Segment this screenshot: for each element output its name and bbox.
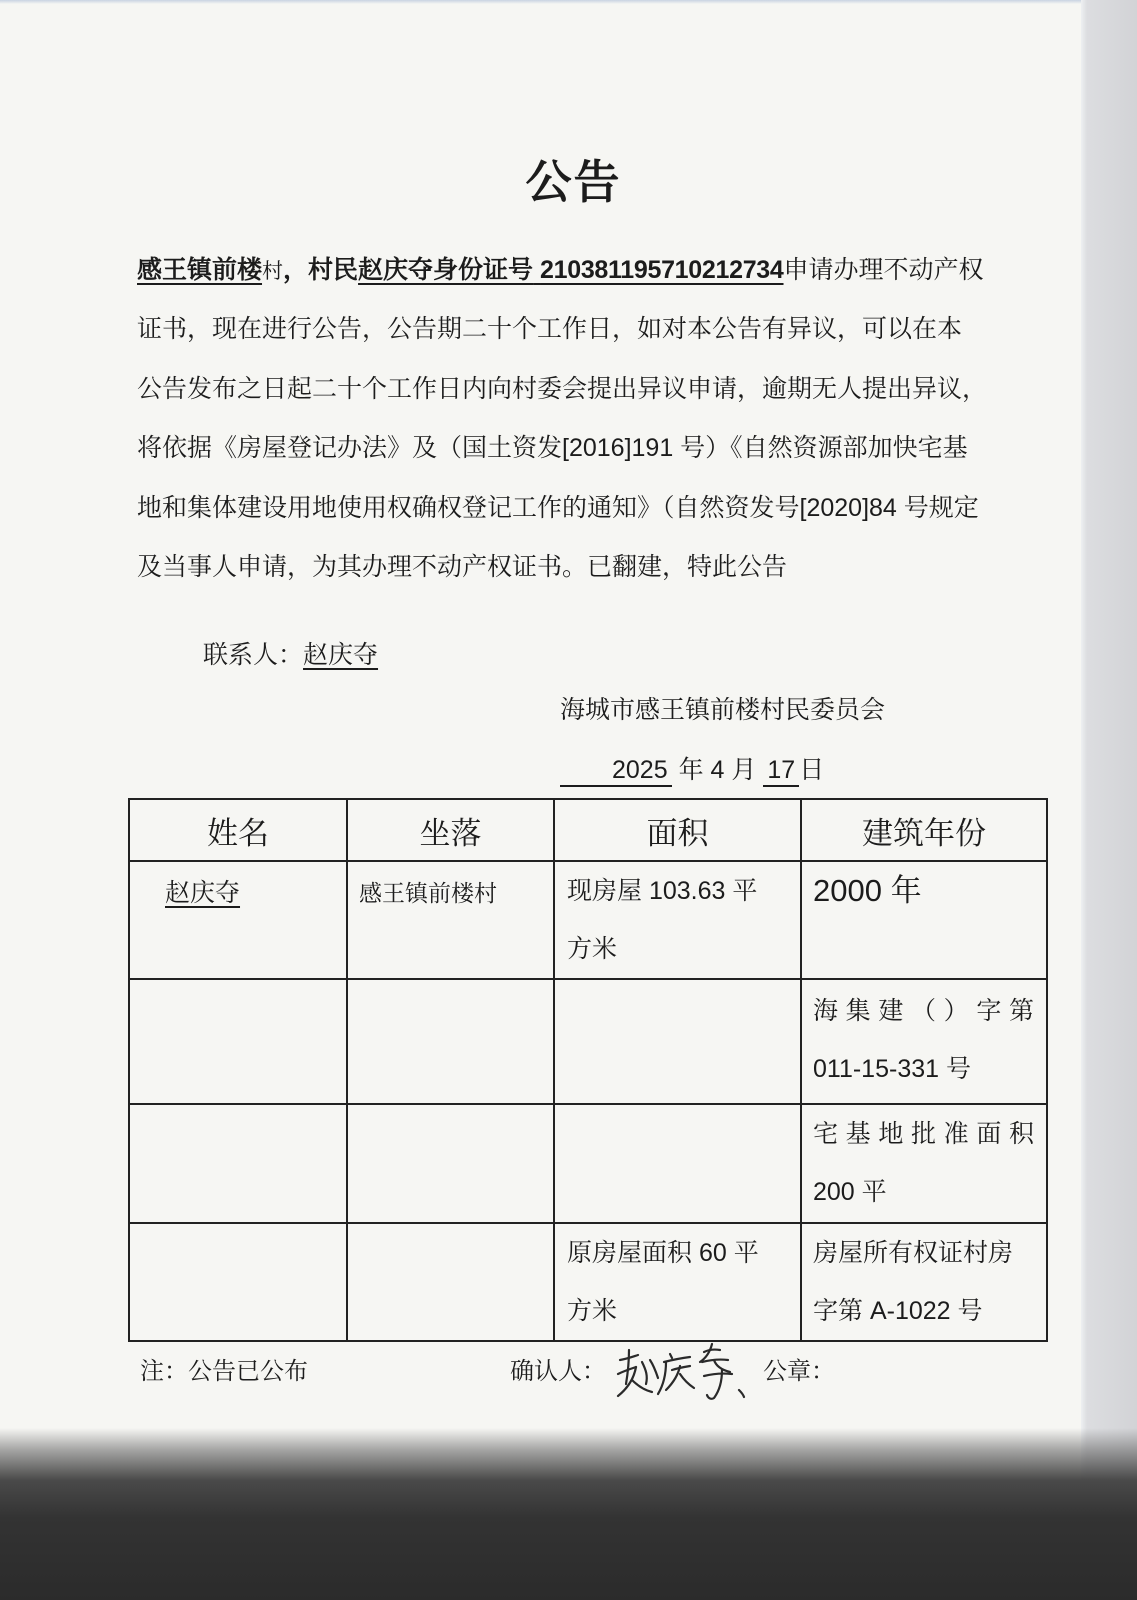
scanner-shadow	[0, 1428, 1137, 1600]
cell-year	[801, 1223, 1047, 1341]
villager-label: 村民	[308, 256, 359, 284]
date-day: 17	[763, 755, 799, 787]
contact-line	[203, 637, 378, 673]
year-line: 200 平	[813, 1178, 887, 1206]
owner-name: 赵庆夺	[165, 879, 241, 907]
header-name: 姓名	[129, 799, 347, 861]
issue-date	[560, 752, 824, 788]
cell-location	[347, 1223, 554, 1341]
year-line: 字第 A-1022 号	[813, 1297, 983, 1325]
year-line: 海集建（）字第	[813, 997, 1035, 1025]
header-location: 坐落	[347, 799, 554, 861]
area-line: 方米	[567, 935, 618, 963]
date-year: 2025	[560, 755, 672, 787]
year-line: 011-15-331 号	[813, 1055, 971, 1083]
cell-name	[129, 861, 347, 979]
id-phrase	[358, 256, 783, 284]
area-line: 原房屋面积 60 平	[567, 1239, 759, 1267]
paper-top-edge	[0, 0, 1081, 4]
cell-area	[554, 979, 801, 1104]
cell-year	[801, 979, 1047, 1104]
contact-name: 赵庆夺	[303, 641, 379, 669]
notice-line-1	[137, 241, 1021, 300]
notice-line-2: 证书，现在进行公告，公告期二十个工作日，如对本公告有异议，可以在本	[137, 315, 963, 344]
handwritten-signature	[612, 1340, 762, 1402]
header-area: 面积	[554, 799, 801, 861]
cell-location	[347, 861, 554, 979]
year-line: 宅基地批准面积	[813, 1120, 1035, 1148]
notice-line-5: 地和集体建设用地使用权确权登记工作的通知》（自然资发号[2020]84 号规定	[137, 493, 979, 522]
notice-line-6: 及当事人申请，为其办理不动产权证书。已翻建，特此公告	[137, 552, 788, 581]
paper-right-edge	[1081, 0, 1137, 1600]
area-line: 方米	[567, 1297, 618, 1325]
table-header-row	[129, 799, 1047, 861]
area-line: 现房屋 103.63 平	[567, 877, 758, 905]
property-table	[128, 798, 1048, 1342]
notice-body	[137, 241, 1021, 597]
cell-area	[554, 861, 801, 979]
date-year-unit: 年	[678, 756, 704, 784]
cell-location	[347, 979, 554, 1104]
date-month-unit: 月	[731, 756, 757, 784]
notice-line-3: 公告发布之日起二十个工作日内向村委会提出异议申请，逾期无人提出异议，	[137, 374, 988, 403]
contact-label: 联系人：	[203, 641, 304, 669]
location-text: 感王镇前楼村	[359, 880, 497, 906]
cell-location	[347, 1104, 554, 1223]
cell-year	[801, 1104, 1047, 1223]
notice-title: 公告	[525, 156, 622, 208]
cell-year	[801, 861, 1047, 979]
table-row	[129, 861, 1047, 979]
issuer: 海城市感王镇前楼村民委员会	[560, 696, 886, 724]
id-phrase-text: 赵庆夺身份证号	[358, 256, 534, 284]
confirm-label: 确认人：	[510, 1358, 606, 1385]
date-month: 4	[710, 756, 725, 784]
cell-area	[554, 1104, 801, 1223]
comma: ，	[283, 256, 309, 284]
header-year: 建筑年份	[801, 799, 1047, 861]
footer-note: 注：公告已公布	[140, 1358, 308, 1385]
notice-line-4: 将依据《房屋登记办法》及（国土资发[2016]191 号）《自然资源部加快宅基	[137, 434, 968, 463]
date-day-unit: 日	[799, 756, 825, 784]
seal-label: 公章：	[763, 1358, 835, 1385]
table-row	[129, 1223, 1047, 1341]
cell-area	[554, 1223, 801, 1341]
village-suffix: 村	[262, 260, 284, 283]
year-line: 2000 年	[813, 873, 922, 908]
id-number: 210381195710212734	[540, 256, 784, 284]
cell-name	[129, 979, 347, 1104]
table-row	[129, 979, 1047, 1104]
cell-name	[129, 1223, 347, 1341]
village-prefix: 感王镇前楼	[137, 256, 263, 284]
line1-tail: 申请办理不动产权	[783, 256, 984, 284]
cell-name	[129, 1104, 347, 1223]
table-row	[129, 1104, 1047, 1223]
year-line: 房屋所有权证村房	[813, 1239, 1014, 1267]
